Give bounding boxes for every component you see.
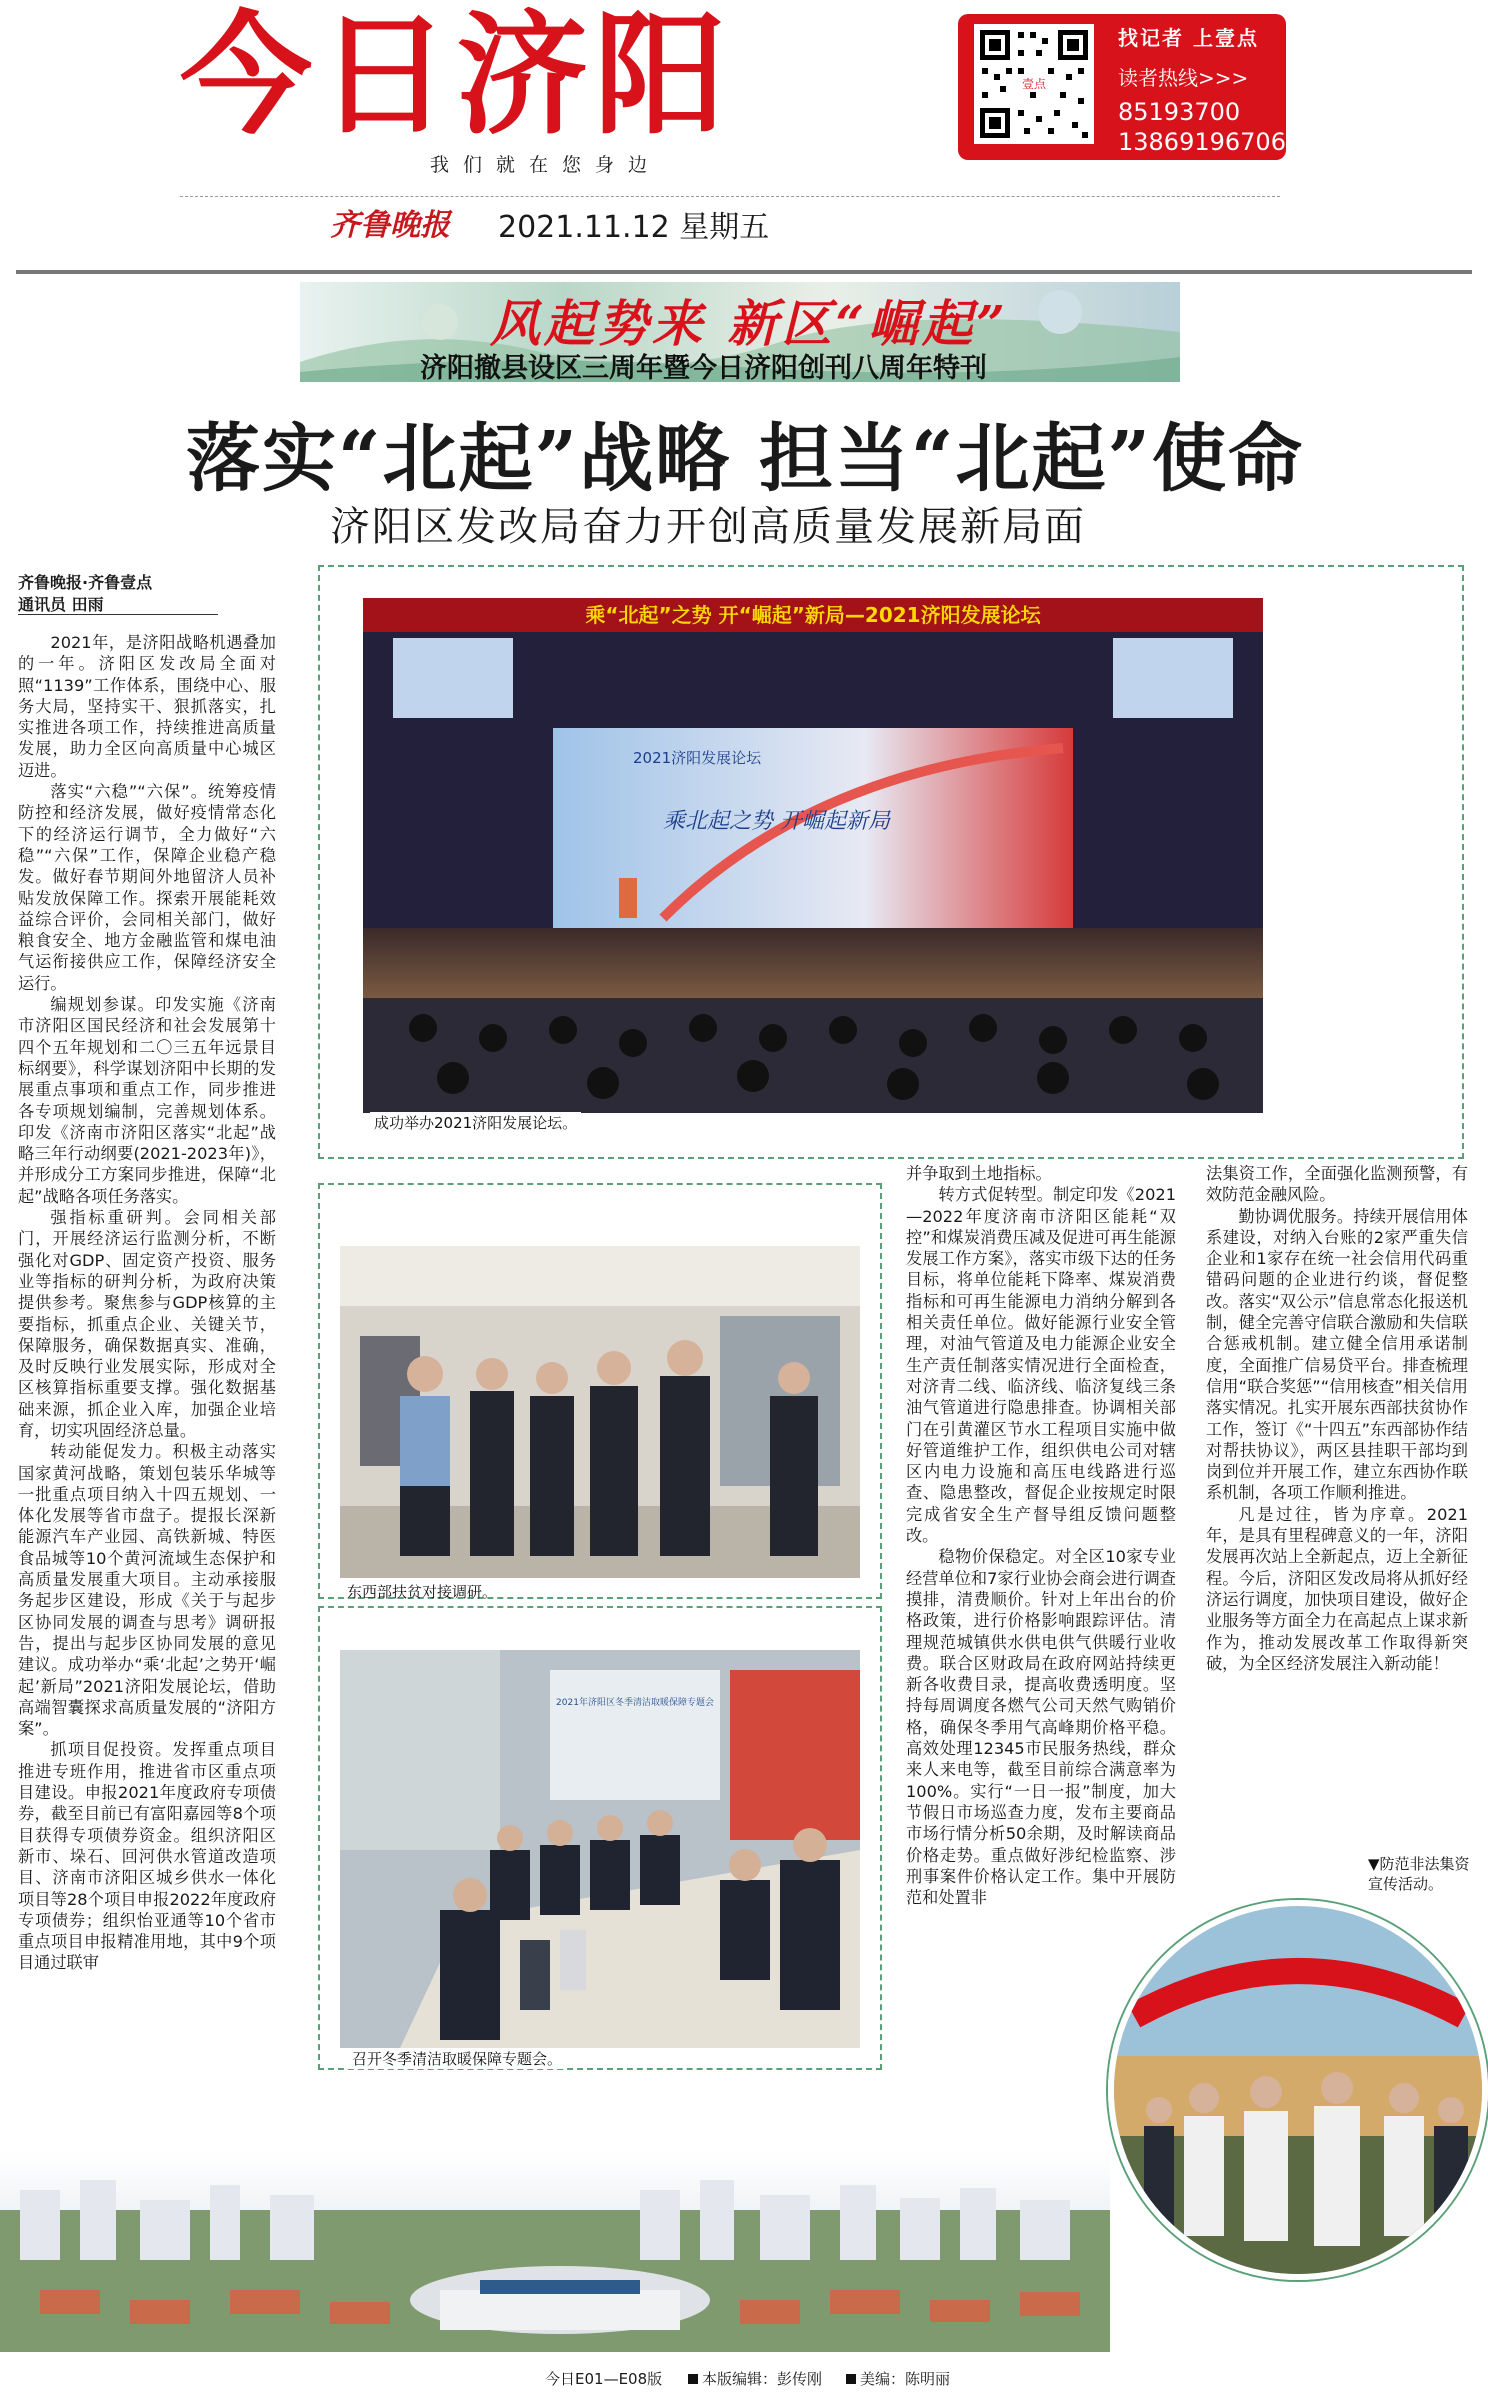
masthead-divider	[180, 196, 1280, 197]
hotline-phone-2[interactable]: 13869196706	[1118, 128, 1286, 156]
forum-photo-caption: 成功举办2021济阳发展论坛。	[370, 1112, 581, 1133]
paragraph: 2021年，是济阳战略机遇叠加的一年。济阳区发改局全面对照“1139”工作体系，围绕中心、服务大局，坚持实干、狠抓落实，扎实推进各项工作，持续推进高质量发展，助力全区向高质量中心城区迈进。	[18, 633, 276, 780]
article-subheadline: 济阳区发改局奋力开创高质量发展新局面	[330, 504, 1086, 550]
article-column-1	[18, 632, 276, 2197]
paragraph: 强指标重研判。会同相关部门，开展经济运行监测分析，不断强化对GDP、固定资产投资、服务业等指标的研判分析，为政府决策提供参考。聚焦参与GDP核算的主要指标，抓重点企业、关键关节，保障服务，确保数据真实、准确，及时反映行业发展实际，形成对全区核算指标重要支撑。强化数据基础来源，抓企业入库，加强企业培育，切实巩固经济总量。	[18, 1208, 276, 1440]
hotline-phone-1[interactable]: 85193700	[1118, 98, 1241, 126]
meeting-photo-caption: 召开冬季清洁取暖保障专题会。	[348, 2048, 566, 2069]
paragraph: 落实“六稳”“六保”。统筹疫情防控和经济发展，做好疫情常态化下的经济运行调节，全力做好“六稳”“六保”工作，保障企业稳产稳发。做好春节期间外地留济人员补贴发放保障工作。探索开展能耗效益综合评价，会同相关部门，做好粮食安全、地方金融监管和煤电油气运衔接供应工作，保障经济安全运行。	[18, 782, 276, 993]
footer-marker-icon	[846, 2374, 856, 2384]
forum-screen-text: 乘北起之势 开崛起新局	[663, 809, 890, 834]
meeting-photo	[340, 1650, 860, 2048]
footer-marker-icon	[688, 2374, 698, 2384]
footer-designer	[846, 2368, 950, 2389]
paragraph: 转方式促转型。制定印发《2021—2022年度济南市济阳区能耗“双控”和煤炭消费压减及促进可再生能源发展工作方案》，落实市级下达的任务目标，将单位能耗下降率、煤炭消费指标和可再生能源电力消纳分解到各相关责任单位。做好能源行业安全管理，对油气管道及电力能源企业安全生产责任制落实情况进行全面检查，对济青二线、临济线、临济复线三条油气管道进行隐患排查。协调相关部门在引黄灌区节水工程项目实施中做好管道维护工作，组织供电公司对辖区内电力设施和高压电线路进行巡查、隐患整改，督促企业按规定时限完成省安全生产督导组反馈问题整改。	[906, 1185, 1176, 1546]
campaign-photo	[1108, 1900, 1488, 2280]
hotline-label: 读者热线>>>	[1118, 66, 1249, 90]
masthead-slogan: 我们就在您身边	[430, 154, 662, 176]
forum-photo	[363, 598, 1263, 1113]
article-headline: 落实“北起”战略 担当“北起”使命	[185, 416, 1305, 502]
paragraph: 勤协调优服务。持续开展信用体系建设，对纳入台账的2家严重失信企业和1家存在统一社会信用代码重错码问题的企业进行约谈，督促整改。落实“双公示”信息常态化报送机制，健全完善守信联合激励和失信联合惩戒机制。建立健全信用承诺制度，全面推广信易贷平台。排查梳理信用“联合奖惩”“信用核查”相关信用落实情况。扎实开展东西部扶贫协作工作，签订《“十四五”东西部协作结对帮扶协议》，两区县挂职干部均到岗到位并开展工作，建立东西协作联系机制，各项工作顺利推进。	[1206, 1206, 1468, 1503]
campaign-photo-caption: ▼防范非法集资宣传活动。	[1368, 1855, 1470, 1893]
paragraph: 并争取到土地指标。	[906, 1164, 1052, 1183]
paragraph: 稳物价保稳定。对全区10家专业经营单位和7家行业协会商会进行调查摸排，清费顺价。针对上年出台的价格政策，进行价格影响跟踪评估。清理规范城镇供水供电供气供暖行业收费。联合区财政局在政府网站持续更新各收费目录，提高收费透明度。坚持每周调度各燃气公司天然气购销价格，确保冬季用气高峰期价格平稳。高效处理12345市民服务热线，群众来人来电等，截至目前综合满意率为100%。实行“一日一报”制度，加大节假日市场巡查力度，发布主要商品市场行情分析50余期，及时解读商品价格走势。重点做好涉纪检监察、涉刑事案件价格认定工作。集中开展防范和处置非	[906, 1547, 1176, 1908]
masthead-title: 今日济阳	[180, 0, 732, 153]
article-column-3	[1206, 1163, 1468, 1843]
qr-label: 壹点	[1021, 77, 1047, 91]
byline-author: 通讯员 田雨	[18, 595, 104, 614]
special-subtitle: 济阳撤县设区三周年暨今日济阳创刊八周年特刊	[420, 353, 987, 384]
forum-banner-text: 乘“北起”之势 开“崛起”新局—2021济阳发展论坛	[585, 603, 1041, 627]
issue-date: 2021.11.12 星期五	[498, 210, 770, 245]
footer-editor	[688, 2368, 822, 2389]
paragraph: 抓项目促投资。发挥重点项目推进专班作用，推进省市区重点项目建设。申报2021年度政府专项债券，截至目前已有富阳嘉园等8个项目获得专项债券资金。组织济阳区新市、垛石、回河供水管道改造项目、济南市济阳区城乡供水一体化项目等28个项目申报2022年度政府专项债券；组织怡亚通等10个省市重点项目申报精准用地，其中9个项目通过联审	[18, 1740, 276, 1973]
qr-code-icon[interactable]	[974, 24, 1094, 144]
footer-pages: 今日E01—E08版	[545, 2370, 663, 2388]
city-panorama-photo	[0, 2150, 1110, 2352]
paragraph: 法集资工作，全面强化监测预警，有效防范金融风险。	[1206, 1164, 1468, 1205]
special-title: 风起势来 新区“崛起”	[490, 294, 1009, 353]
byline-rule	[18, 614, 218, 615]
byline-source: 齐鲁晚报·齐鲁壹点	[18, 573, 153, 592]
meeting-screen-text: 2021年济阳区冬季清洁取暖保障专题会	[556, 1698, 714, 1708]
paragraph: 凡是过往，皆为序章。2021年，是具有里程碑意义的一年，济阳发展再次站上全新起点，迈上全新征程。今后，济阳区发改局将从抓好经济运行调度，加快项目建设，做好企业服务等方面全力在高起点上谋求新作为，推动发展改革工作取得新突破，为全区经济发展注入新动能！	[1206, 1504, 1468, 1673]
paragraph: 编规划参谋。印发实施《济南市济阳区国民经济和社会发展第十四个五年规划和二〇三五年远景目标纲要》，科学谋划济阳中长期的发展重点事项和重点工作，同步推进各专项规划编制，完善规划体系。印发《济南市济阳区落实“北起”战略三年行动纲要(2021-2023年)》，并形成分工方案同步推进，保障“北起”战略各项任务落实。	[18, 995, 276, 1206]
footer-designer-label: 美编：陈明丽	[860, 2370, 951, 2388]
forum-screen-title: 2021济阳发展论坛	[633, 749, 762, 767]
masthead-rule	[16, 270, 1472, 274]
brand-logo: 齐鲁晚报	[330, 208, 450, 243]
survey-photo-caption: 东西部扶贫对接调研。	[347, 1583, 498, 1601]
paragraph: 转动能促发力。积极主动落实国家黄河战略，策划包装乐华城等一批重点项目纳入十四五规划、一体化发展等省市盘子。提报长深新能源汽车产业园、高铁新城、特医食品城等10个黄河流域生态保护和高质量发展重大项目。主动承接服务起步区建设，形成《关于与起步区协同发展的调查与思考》调研报告，提出与起步区协同发展的意见建议。成功举办“乘‘北起’之势开‘崛起’新局”2021济阳发展论坛，借助高端智囊探求高质量发展的“济阳方案”。	[18, 1442, 276, 1739]
hotline-heading: 找记者 上壹点	[1118, 26, 1259, 50]
footer-editor-label: 本版编辑：彭传刚	[702, 2370, 823, 2388]
survey-photo	[340, 1246, 860, 1578]
